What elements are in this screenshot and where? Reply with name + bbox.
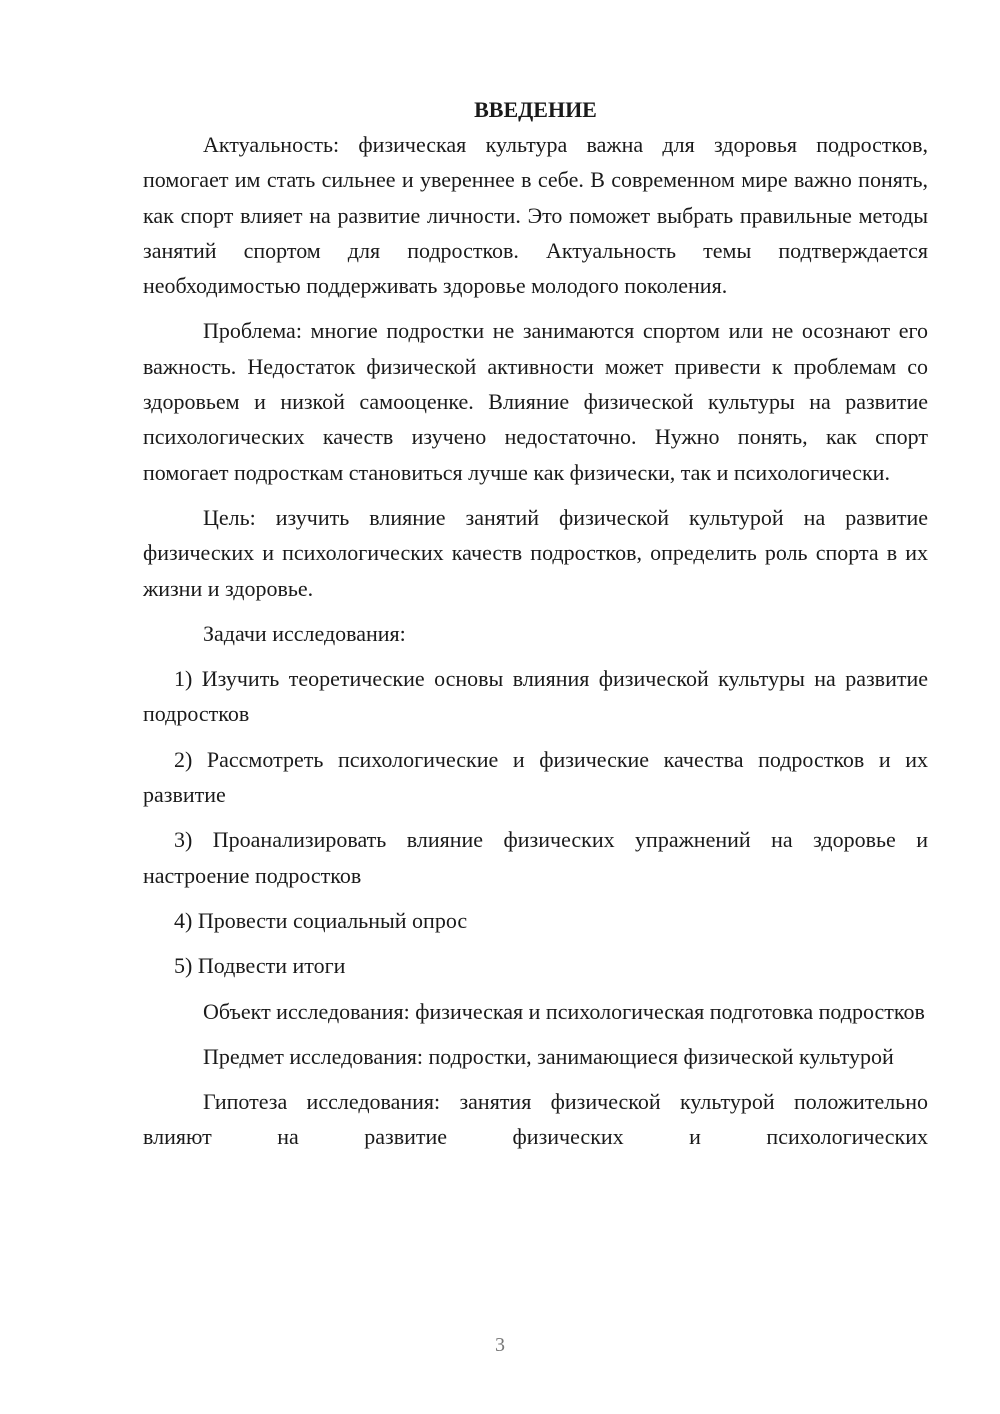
task-item-1: 1) Изучить теоретические основы влияния физической культуры на развитие подростков	[143, 666, 928, 727]
paragraph-goal: Цель: изучить влияние занятий физической культурой на развитие физических и психологических качеств подростков, определить роль спорта в их жизни и здоровье.	[143, 504, 928, 601]
task-item-4: 4) Провести социальный опрос	[174, 907, 468, 933]
paragraph-problem: Проблема: многие подростки не занимаются спортом или не осознают его важность. Недостаток физической активности может привести к проблемам со здоровьем и низкой самооценке. Влияние физической культуры на развитие психологических качеств изучено недостаточно. Нужно понять, как спорт помогает подросткам становиться лучше как физически, так и психологически.	[143, 318, 928, 485]
task-item-3: 3) Проанализировать влияние физических упражнений на здоровье и настроение подростков	[143, 827, 928, 888]
paragraph-tasks-heading: Задачи исследования:	[203, 620, 406, 646]
paragraph-relevance: Актуальность: физическая культура важна для здоровья подростков, помогает им стать сильнее и увереннее в себе. В современном мире важно понять, как спорт влияет на развитие личности. Это поможет выбрать правильные методы занятий спортом для подростков. Актуальность темы подтверждается необходимостью поддерживать здоровье молодого поколения.	[143, 132, 928, 299]
page-number: 3	[495, 1334, 505, 1356]
task-item-5: 5) Подвести итоги	[174, 953, 346, 979]
paragraph-subject: Предмет исследования: подростки, занимающиеся физической культурой	[203, 1043, 894, 1069]
document-page	[143, 92, 928, 1165]
paragraph-hypothesis: Гипотеза исследования: занятия физической культурой положительно влияют на развитие физических и психологических	[143, 1089, 928, 1150]
section-heading: ВВЕДЕНИЕ	[474, 97, 597, 122]
paragraph-object: Объект исследования: физическая и психологическая подготовка подростков	[203, 998, 925, 1024]
task-item-2: 2) Рассмотреть психологические и физические качества подростков и их развитие	[143, 746, 928, 808]
